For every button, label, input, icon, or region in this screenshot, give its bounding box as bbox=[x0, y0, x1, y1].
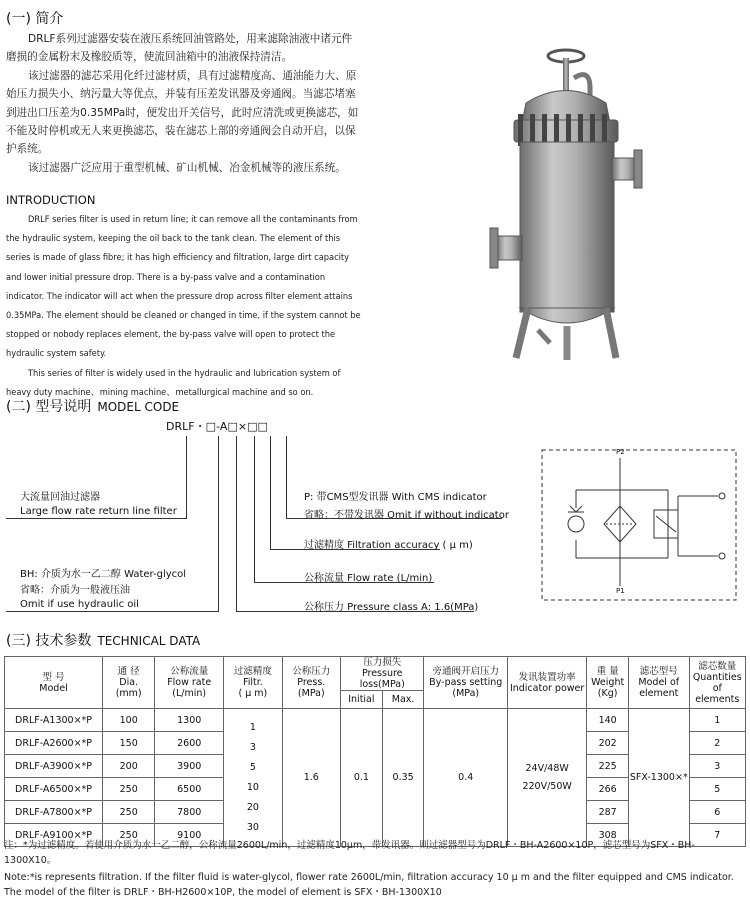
tech-heading-en: TECHNICAL DATA bbox=[97, 634, 201, 648]
cell-weight: 308 bbox=[587, 824, 629, 847]
cell-qty: 6 bbox=[689, 801, 745, 824]
col-model-header: 型 号 Model bbox=[5, 657, 103, 709]
flow-label: 公称流量 Flow rate (L/min) bbox=[304, 573, 433, 584]
cell-flow: 1300 bbox=[155, 709, 224, 732]
cell-model: DRLF-A3900×*P bbox=[5, 755, 103, 778]
cell-qty: 7 bbox=[689, 824, 745, 847]
cell-dia: 250 bbox=[103, 778, 155, 801]
col-press-header: 公称压力 Press. (MPa) bbox=[282, 657, 340, 709]
intro-en-paragraph: This series of filter is widely used in the hydraulic and lubrication system of heavy duty machine、mining machine、metallurgical machine and so on. bbox=[6, 367, 341, 398]
schematic-diagram bbox=[540, 446, 740, 616]
model-code-heading-cn: (二) 型号说明 bbox=[6, 399, 92, 415]
indicator-omit-label: 省略：不带发讯器 Omit if without indicator bbox=[304, 510, 509, 521]
tech-heading bbox=[6, 630, 200, 650]
port-p2-label: P2 bbox=[616, 448, 625, 456]
cell-model: DRLF-A7800×*P bbox=[5, 801, 103, 824]
table-header-row bbox=[5, 657, 746, 691]
model-code-string: DRLF・□-A□×□□ bbox=[166, 420, 268, 433]
cell-indicator: 24V/48W 220V/50W bbox=[507, 709, 586, 847]
cell-model: DRLF-A9100×*P bbox=[5, 824, 103, 847]
code-line bbox=[254, 436, 255, 582]
col-qty-header: 滤芯数量 Quantities of elements bbox=[689, 657, 745, 709]
col-loss-header: 压力损失 Pressure loss(MPa) bbox=[341, 657, 424, 691]
medium-cn-label-2: 省略：介质为一般液压油 bbox=[20, 585, 130, 596]
intro-en-heading: INTRODUCTION bbox=[6, 193, 96, 207]
cell-model: DRLF-A1300×*P bbox=[5, 709, 103, 732]
type-en-label: Large flow rate return line filter bbox=[20, 506, 177, 517]
col-element-header: 滤芯型号 Model of element bbox=[629, 657, 690, 709]
cell-flow: 9100 bbox=[155, 824, 224, 847]
hydraulic-schematic bbox=[540, 446, 740, 616]
cell-qty: 3 bbox=[689, 755, 745, 778]
tech-heading-cn: (三) 技术参数 bbox=[6, 633, 92, 649]
cell-qty: 2 bbox=[689, 732, 745, 755]
code-line bbox=[6, 611, 219, 612]
cell-max: 0.35 bbox=[382, 709, 424, 847]
intro-cn-paragraph: DRLF系列过滤器安装在液压系统回油管路处，用来滤除油液中诸元件磨损的金属粉末及橡胶质等，使流回油箱中的油液保持清洁。 bbox=[6, 33, 353, 64]
tech-table bbox=[4, 656, 746, 847]
pressure-label: 公称压力 Pressure class A: 1.6(MPa) bbox=[304, 602, 479, 613]
cell-dia: 150 bbox=[103, 732, 155, 755]
model-code-heading-en: MODEL CODE bbox=[97, 400, 180, 414]
col-indicator-header: 发讯装置功率 Indicator power bbox=[507, 657, 586, 709]
note-cn: 注：*为过滤精度。若使用介质为水一乙二醇，公称流量2600L/min，过滤精度10μm，带发讯器。则过滤器型号为DRLF・BH-A2600×10P，滤芯型号为SFX・BH-1300X10。 bbox=[4, 840, 695, 866]
cell-press: 1.6 bbox=[282, 709, 340, 847]
intro-en-text bbox=[6, 210, 362, 402]
code-line bbox=[218, 436, 219, 611]
cell-qty: 1 bbox=[689, 709, 745, 732]
accuracy-label: 过滤精度 Filtration accuracy ( μ m) bbox=[304, 540, 473, 551]
col-bypass-header: 旁通阀开启压力 By-pass setting (MPa) bbox=[424, 657, 507, 709]
code-line bbox=[236, 436, 237, 611]
col-max-header: Max. bbox=[382, 691, 424, 709]
col-weight-header: 重 量 Weight (Kg) bbox=[587, 657, 629, 709]
col-dia-header: 通 径 Dia. (mm) bbox=[103, 657, 155, 709]
medium-cn-label: BH: 介质为水一乙二醇 Water-glycol bbox=[20, 569, 187, 580]
cell-weight: 225 bbox=[587, 755, 629, 778]
col-flow-header: 公称流量 Flow rate (L/min) bbox=[155, 657, 224, 709]
note-en: Note:*is represents filtration. If the filter fluid is water-glycol, flower rate 2600L/min, filtration accuracy 10 μ m and the filter equipped and CMS indicator. The model of the filter is DRLF・BH-H2600×10P, the model of element is SFX・BH-1300X10 bbox=[4, 872, 734, 898]
type-cn-label: 大流量回油过滤器 bbox=[20, 492, 100, 503]
col-filtr-header: 过滤精度 Filtr. ( μ m) bbox=[224, 657, 282, 709]
cell-weight: 266 bbox=[587, 778, 629, 801]
cell-bypass: 0.4 bbox=[424, 709, 507, 847]
code-line bbox=[186, 436, 187, 518]
cell-dia: 100 bbox=[103, 709, 155, 732]
cell-element: SFX-1300×* bbox=[629, 709, 690, 847]
cell-flow: 7800 bbox=[155, 801, 224, 824]
code-line bbox=[270, 436, 271, 549]
cell-filtr: 1 3 5 10 20 30 bbox=[224, 709, 282, 847]
cell-dia: 250 bbox=[103, 801, 155, 824]
cell-flow: 2600 bbox=[155, 732, 224, 755]
cell-flow: 3900 bbox=[155, 755, 224, 778]
product-photo bbox=[378, 8, 740, 388]
cell-weight: 287 bbox=[587, 801, 629, 824]
col-initial-header: Initial bbox=[341, 691, 383, 709]
cell-dia: 250 bbox=[103, 824, 155, 847]
intro-cn-paragraph: 该过滤器广泛应用于重型机械、矿山机械、冶金机械等的液压系统。 bbox=[28, 161, 346, 174]
intro-en-paragraph: DRLF series filter is used in return line; it can remove all the contaminants from the hydraulic system, keeping the oil back to the tank clean. The element of this series is made of glass fibre; it has high efficiency and filtration, large dirt capacity and lower initial pressure drop. There is a by-pass valve and a contamination indicator. The indicator will act when the pressure drop across filter element attains 0.35MPa. The element should be cleaned or changed in time, if the system cannot be stopped or nobody replaces element, the by-pass valve will open to protect the hydraulic system safety. bbox=[6, 214, 361, 360]
cell-model: DRLF-A6500×*P bbox=[5, 778, 103, 801]
intro-cn-paragraph: 该过滤器的滤芯采用化纤过滤材质，具有过滤精度高、通油能力大、原始压力损失小、纳污量大等优点，并装有压差发讯器及旁通阀。当滤芯堵塞到进出口压差为0.35MPa时，便发出开关信号，此时应清洗或更换滤芯，如不能及时停机或无人来更换滤芯，装在滤芯上部的旁通阀会自动开启，以保护系统。 bbox=[6, 69, 359, 156]
cell-weight: 140 bbox=[587, 709, 629, 732]
medium-en-label: Omit if use hydraulic oil bbox=[20, 599, 139, 610]
port-p1-label: P1 bbox=[616, 587, 625, 595]
table-row bbox=[5, 709, 746, 732]
cell-flow: 6500 bbox=[155, 778, 224, 801]
indicator-label: P: 带CMS型发讯器 With CMS indicator bbox=[304, 492, 487, 503]
model-code-heading bbox=[6, 396, 179, 416]
cell-model: DRLF-A2600×*P bbox=[5, 732, 103, 755]
intro-cn-text bbox=[6, 30, 361, 177]
intro-heading: (一) 简介 bbox=[6, 11, 64, 27]
code-line bbox=[286, 436, 287, 518]
cell-dia: 200 bbox=[103, 755, 155, 778]
filter-housing-image bbox=[378, 8, 740, 388]
cell-qty: 5 bbox=[689, 778, 745, 801]
cell-initial: 0.1 bbox=[341, 709, 383, 847]
cell-weight: 202 bbox=[587, 732, 629, 755]
code-line bbox=[6, 518, 187, 519]
